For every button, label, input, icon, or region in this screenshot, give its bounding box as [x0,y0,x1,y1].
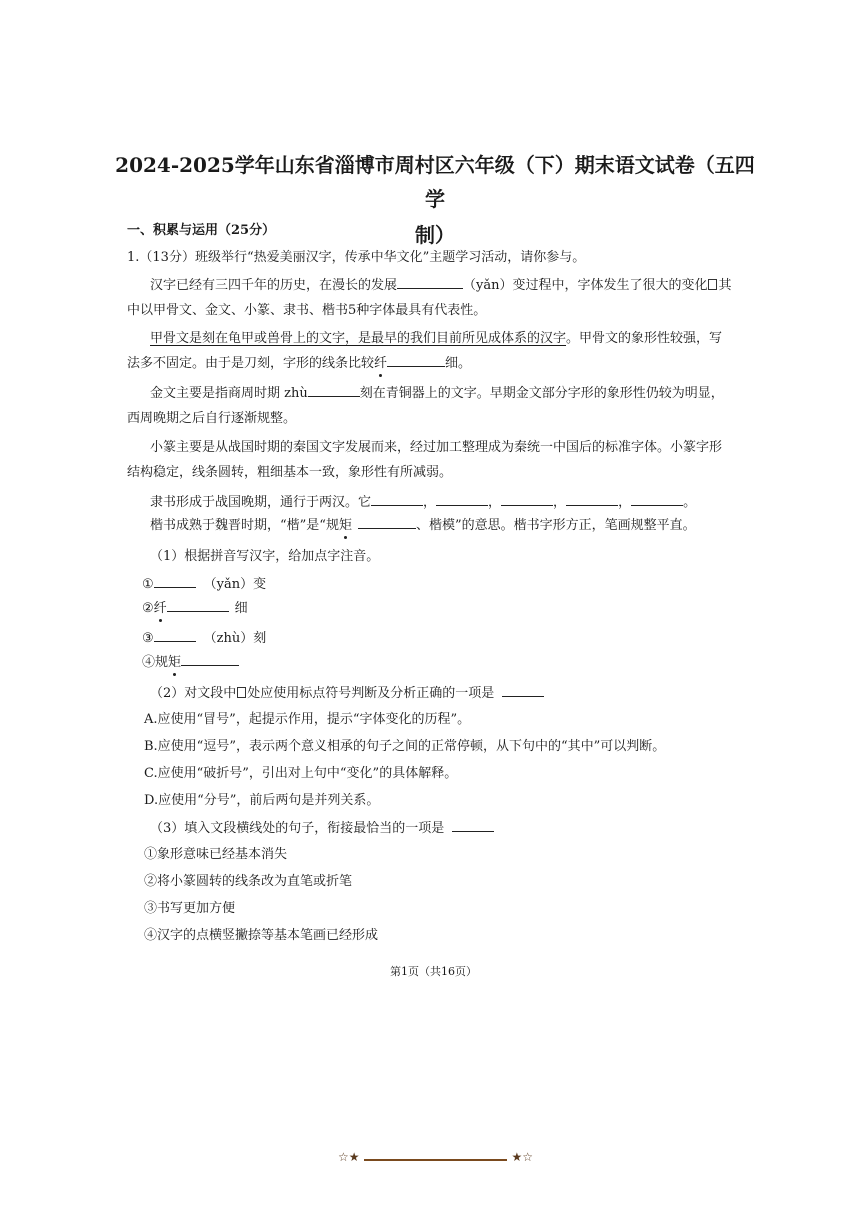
passage-line: 汉字已经有三四千年的历史，在漫长的发展 （yǎn）变过程中，字体发生了很大的变化 其 [150,278,732,293]
answer-item: ③ （zhù）刻 [142,631,267,646]
sub-question-1: （1）根据拼音写汉字，给加点字注音。 [150,549,380,564]
passage-line: 楷书成熟于魏晋时期，“楷”是“规矩 、楷模”的意思。楷书字形方正，笔画规整平直。 [150,518,696,533]
page-number: 第1页（共16页） [390,965,477,978]
underlined-sentence: 甲骨文是刻在龟甲或兽骨上的文字，是最早的我们目前所见成体系的汉字 [150,331,567,346]
answer-item: ④规矩 [142,653,239,672]
blank-ju[interactable] [358,516,416,529]
title-line-2: 制） [415,223,455,247]
blank-sentence-3[interactable] [501,493,553,506]
blank-sentence-2[interactable] [436,493,488,506]
answer-blank-4[interactable] [181,653,239,666]
passage-line: 隶书形成于战国晚期，通行于两汉。它 ， ， ， ， 。 [150,495,697,510]
section-heading: 一、积累与运用（25分） [127,223,276,238]
title-line-1: 2024-2025学年山东省淄博市周村区六年级（下）期末语文试卷（五四学 [115,153,755,211]
question-1-intro: 1.（13分）班级举行“热爱美丽汉字，传承中华文化”主题学习活动，请你参与。 [127,250,586,265]
answer-item: ① （yǎn）变 [142,577,267,592]
choice-A[interactable]: A.应使用“冒号”，起提示作用，提示“字体变化的历程”。 [144,712,471,727]
passage-line: 中以甲骨文、金文、小篆、隶书、楷书5种字体最具有代表性。 [127,303,487,318]
answer-blank-2[interactable] [167,599,229,612]
sub-question-2: （2）对文段中 处应使用标点符号判断及分析正确的一项是 [150,684,544,703]
choice-blank-2[interactable] [502,684,544,697]
footer-ornament [338,1150,533,1170]
sentence-option: ②将小篆圆转的线条改为直笔或折笔 [144,874,353,889]
blank-sentence-4[interactable] [566,493,618,506]
answer-blank-1[interactable] [154,575,196,588]
sentence-option: ①象形意味已经基本消失 [144,847,288,862]
blank-xian[interactable] [387,354,445,367]
sentence-option: ③书写更加方便 [144,901,236,916]
passage-line: 法多不固定。由于是刀刻，字形的线条比较纤 细。 [127,356,472,371]
choice-C[interactable]: C.应使用“破折号”，引出对上句中“变化”的具体解释。 [144,766,458,781]
passage-line: 小篆主要是从战国时期的秦国文字发展而来，经过加工整理成为秦统一中国后的标准字体。小篆字形 [150,440,723,455]
choice-D[interactable]: D.应使用“分号”，前后两句是并列关系。 [144,793,380,808]
choice-blank-3[interactable] [452,819,494,832]
punctuation-box [237,687,246,698]
passage-line: 结构稳定，线条圆转，粗细基本一致，象形性有所减弱。 [127,465,453,480]
sentence-option: ④汉字的点横竖撇捺等基本笔画已经形成 [144,928,379,943]
answer-item: ②纤 细 [142,601,248,616]
blank-sentence-1[interactable] [371,493,423,506]
blank-yan[interactable] [397,276,463,289]
punctuation-box [708,279,717,290]
answer-blank-3[interactable] [154,629,196,642]
passage-line: 西周晚期之后自行逐渐规整。 [127,411,297,426]
sub-question-3: （3）填入文段横线处的句子，衔接最恰当的一项是 [150,819,494,838]
choice-B[interactable]: B.应使用“逗号”，表示两个意义相承的句子之间的正常停顿，从下句中的“其中”可以判断。 [144,739,666,754]
passage-line: 金文主要是指商周时期 zhù 刻在青铜器上的文字。早期金文部分字形的象形性仍较为明显， [150,386,724,401]
ornament-line [364,1159,507,1161]
star-icon: ☆★ [338,1150,360,1164]
passage-line: 甲骨文是刻在龟甲或兽骨上的文字，是最早的我们目前所见成体系的汉字。甲骨文的象形性较强，写 [150,331,723,346]
star-icon: ★☆ [511,1150,533,1164]
blank-sentence-5[interactable] [631,493,683,506]
blank-zhu[interactable] [308,384,360,397]
